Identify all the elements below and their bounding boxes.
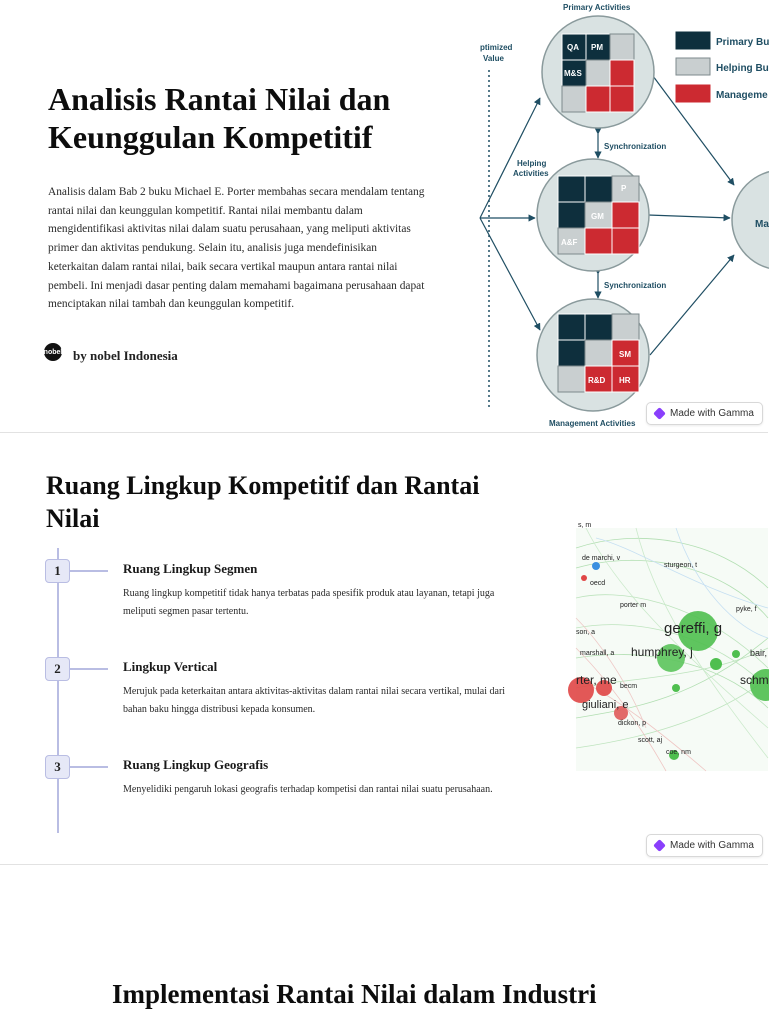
svg-text:PM: PM: [591, 43, 603, 52]
timeline-number: 1: [45, 559, 70, 583]
primary-circle: [542, 16, 654, 128]
author-block: [44, 340, 178, 364]
network-node-label: dickon, p: [618, 720, 647, 727]
network-node-label: oecd: [590, 580, 606, 587]
helping-circle: [537, 159, 649, 271]
svg-text:GM: GM: [591, 212, 604, 221]
svg-text:M&S: M&S: [564, 69, 582, 78]
diagram-legend: [676, 32, 769, 102]
slide-2: [0, 433, 768, 865]
slide-1-body: Analisis dalam Bab 2 buku Michael E. Porter membahas secara mendalam tentang rantai nilai dan keunggulan kompetitif. Rantai nilai membantu dalam mengidentifikasi aktivitas nilai dalam suatu perusahaan, yang meliputi aktivitas primer dan aktivitas pendukung. Selain itu, analisis juga mendefinisikan keterkaitan dalam rantai nilai, baik secara vertikal maupun antara rantai nilai pembeli. Ini menjadi dasar penting dalam memahami bagaimana perusahaan dapat menciptakan nilai tambah dan keunggulan kompetitif.: [48, 186, 425, 311]
nobel-logo-icon: nobel: [44, 343, 62, 361]
svg-text:Manageme: Manageme: [716, 90, 768, 101]
primary-activities-label: Primary Activities: [563, 3, 631, 12]
management-circle: [537, 299, 649, 411]
network-node-label: coe, nm: [666, 749, 691, 756]
value-chain-diagram: [480, 0, 768, 433]
slide-1-title: Analisis Rantai Nilai dan Keunggulan Kompetitif: [48, 81, 391, 156]
arrow-to-management: [480, 218, 540, 330]
timeline-connector: [70, 570, 108, 572]
output-circle-label: Ma: [755, 219, 769, 230]
slide-1: [0, 0, 768, 433]
network-node-label: rter, me: [576, 673, 617, 687]
citation-network-image: [576, 522, 769, 771]
network-node-label: porter m: [620, 602, 647, 609]
network-node-label: humphrey, j: [631, 645, 693, 659]
slide-3-title: Implementasi Rantai Nilai dalam Industri: [112, 979, 597, 1009]
sync-label-bottom: Synchronization: [604, 281, 667, 290]
gamma-icon: [653, 407, 666, 420]
timeline-connector: [70, 766, 108, 768]
svg-text:R&D: R&D: [588, 376, 606, 385]
timeline-heading: Lingkup Vertical: [123, 659, 218, 674]
optimized-label: ptimized: [480, 43, 513, 52]
timeline-line: [57, 548, 59, 833]
helping-label-1: Helping: [517, 159, 547, 168]
network-node-label: schm: [740, 673, 769, 687]
network-node-label: gereffi, g: [664, 620, 723, 637]
author-name: by nobel Indonesia: [73, 348, 178, 363]
svg-text:SM: SM: [619, 350, 631, 359]
timeline-description: Menyelidiki pengaruh lokasi geografis terhadap kompetisi dan rantai nilai suatu perusahaan.: [123, 784, 493, 795]
network-node-label: pyke, f: [736, 606, 757, 613]
value-label: Value: [483, 54, 504, 63]
made-with-gamma-button[interactable]: Made with Gamma: [646, 402, 763, 425]
network-node-label: bair,: [750, 648, 768, 658]
gamma-icon: [653, 839, 666, 852]
timeline-heading: Ruang Lingkup Segmen: [123, 561, 258, 576]
network-node-label: de marchi, v: [582, 555, 621, 562]
svg-text:HR: HR: [619, 376, 631, 385]
svg-text:A&F: A&F: [561, 238, 578, 247]
sync-label-top: Synchronization: [604, 142, 667, 151]
timeline-number: 3: [45, 755, 70, 779]
network-node-label: marshall, a: [580, 650, 615, 657]
network-node-label: s, m: [578, 522, 592, 529]
arrow-helping-to-output: [648, 215, 730, 218]
slide-2-title: Ruang Lingkup Kompetitif dan Rantai Nilai: [46, 471, 480, 534]
svg-text:Helping Bu: Helping Bu: [716, 63, 769, 74]
network-node-label: giuliani, e: [582, 699, 629, 711]
svg-text:QA: QA: [567, 43, 579, 52]
management-activities-label: Management Activities: [549, 419, 636, 428]
network-node-label: scott, aj: [638, 737, 663, 744]
timeline-heading: Ruang Lingkup Geografis: [123, 757, 269, 772]
network-node-label: sturgeon, t: [664, 562, 698, 569]
timeline-connector: [70, 668, 108, 670]
network-node-label: becm: [620, 683, 638, 690]
timeline-description: Merujuk pada keterkaitan antara aktivitas-aktivitas dalam rantai nilai secara vertikal, mulai dari bahan baku hingga distribusi kepada konsumen.: [123, 686, 506, 715]
network-node-label: son, a: [576, 629, 596, 636]
svg-text:Primary Bu: Primary Bu: [716, 37, 769, 48]
timeline-number: 2: [45, 657, 70, 681]
made-with-gamma-button[interactable]: Made with Gamma: [646, 834, 763, 857]
helping-label-2: Activities: [513, 169, 549, 178]
svg-text:P: P: [621, 184, 627, 193]
arrow-management-to-output: [650, 255, 734, 355]
timeline-description: Ruang lingkup kompetitif tidak hanya terbatas pada spesifik produk atau layanan, tetapi juga meliputi segmen pasar tertentu.: [123, 588, 495, 617]
slide-3: [0, 865, 768, 1024]
